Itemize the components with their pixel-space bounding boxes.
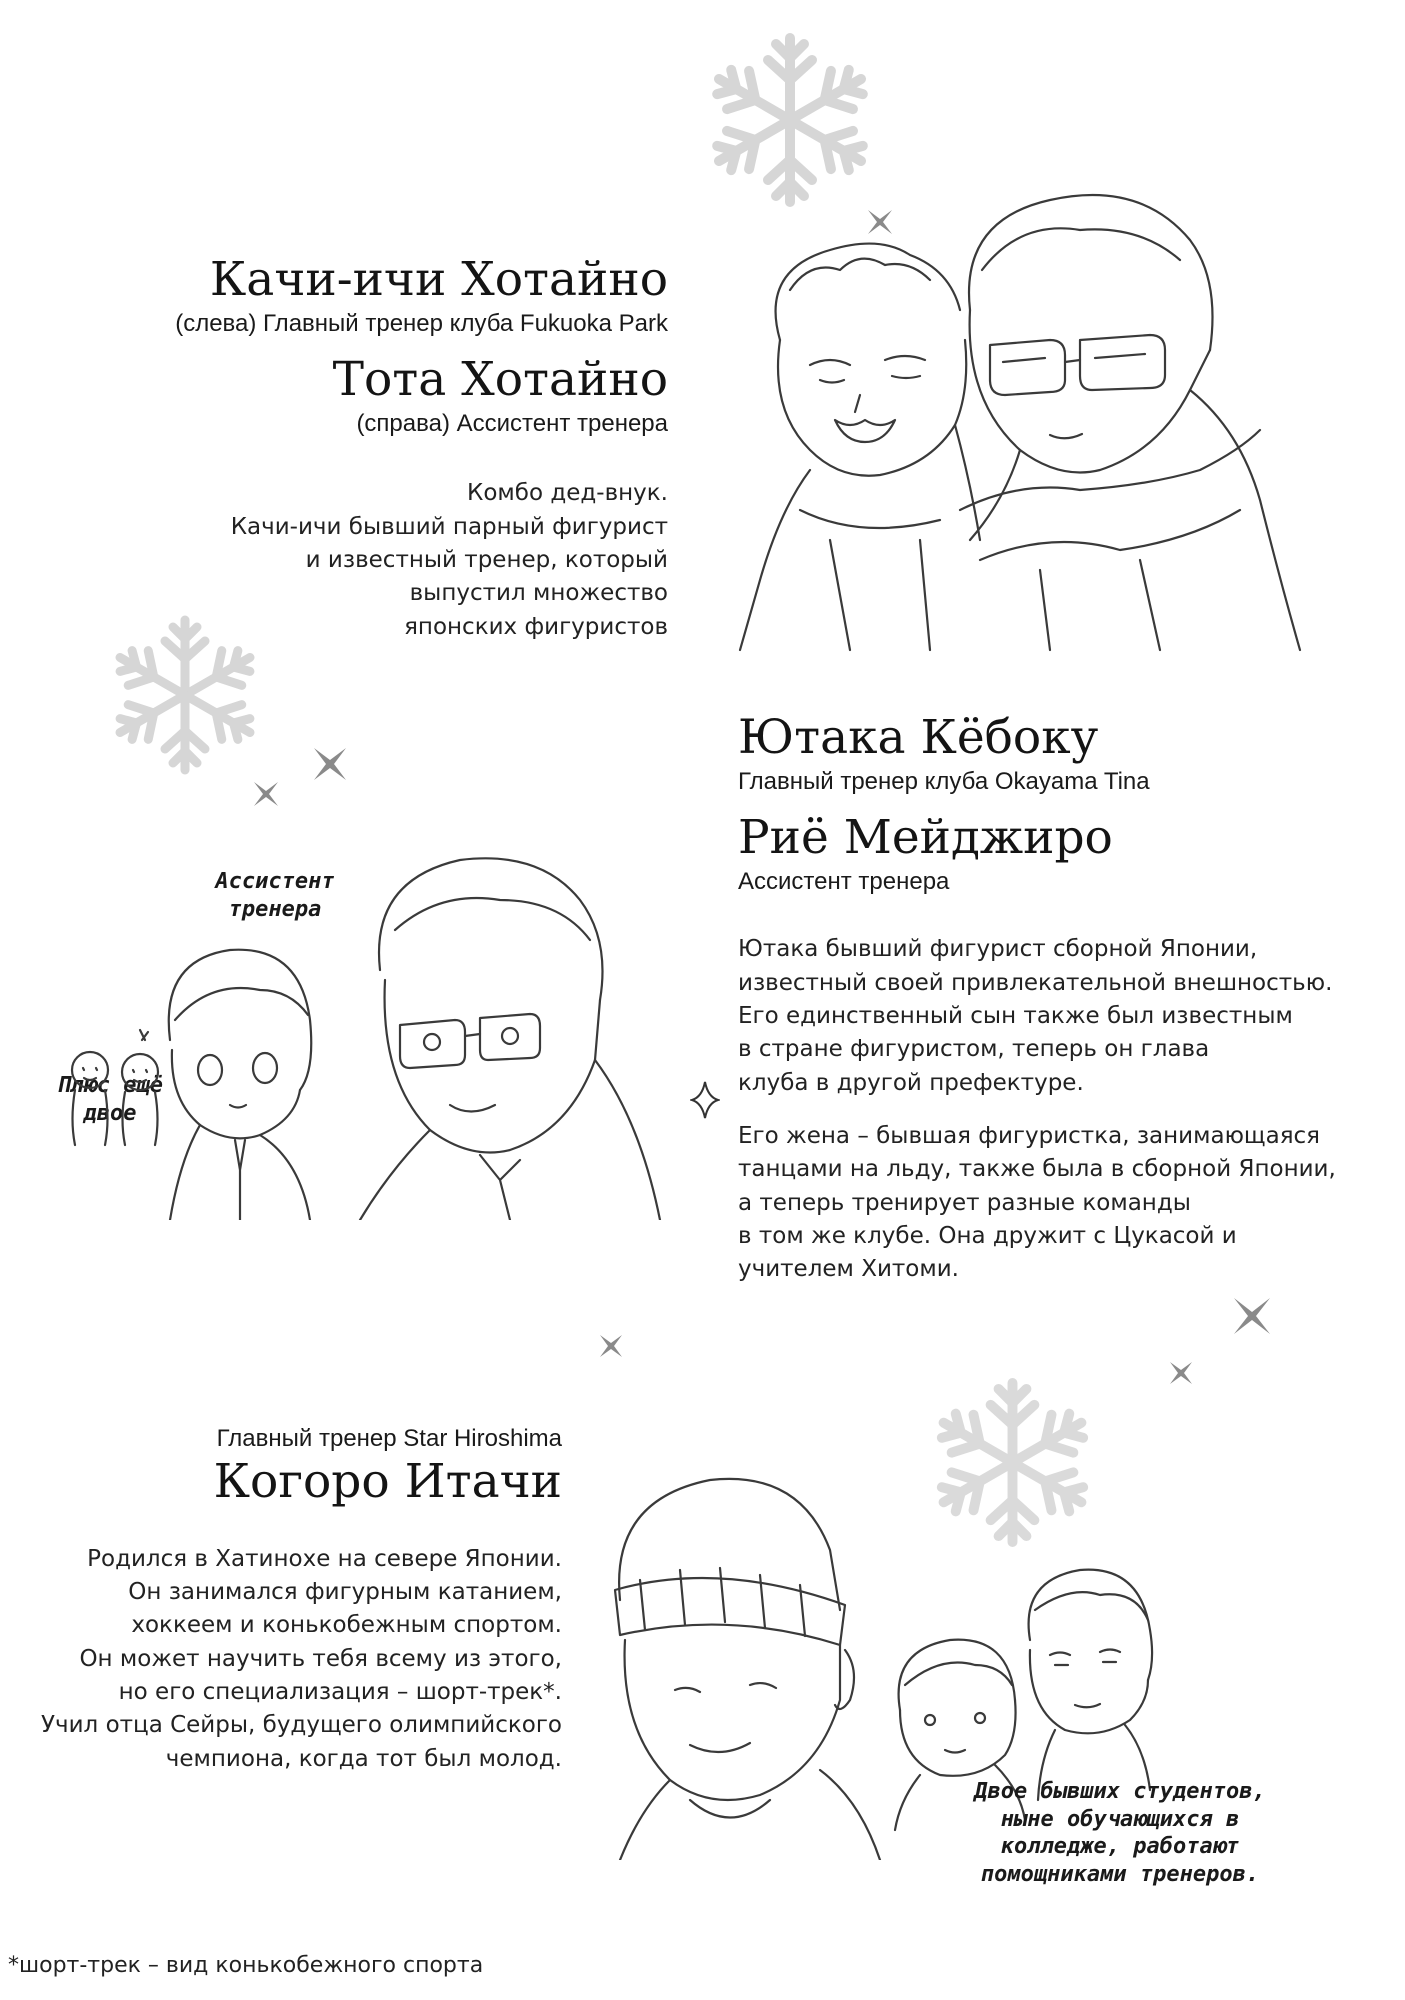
coach-description-hotaino: [40, 477, 668, 644]
section-kyoboku: [738, 710, 1378, 1287]
description-line: Комбо дед-внук.: [467, 480, 668, 507]
description-line: в стране фигуристом, теперь он глава: [738, 1036, 1210, 1063]
note-line: ныне обучающихся в: [1000, 1806, 1240, 1832]
footnote: *шорт-трек – вид конькобежного спорта: [8, 1953, 484, 1978]
note-line: двое: [83, 1100, 137, 1126]
note-line: Двое бывших студентов,: [974, 1779, 1266, 1804]
sketch-kyoboku-coaches: [60, 840, 710, 1220]
note-line: помощниками тренеров.: [980, 1861, 1260, 1887]
note-line: Плюс ещё: [57, 1073, 163, 1098]
description-line: Его жена – бывшая фигуристка, занимающаяся: [738, 1122, 1321, 1149]
coach-role-tota: (справа) Ассистент тренера: [356, 409, 668, 437]
description-line: учителем Хитоми.: [738, 1256, 959, 1283]
description-line: Он может научить тебя всему из этого,: [79, 1645, 562, 1672]
sparkle-icon: [312, 746, 348, 782]
description-line: известный своей привлекательной внешностью.: [738, 969, 1333, 996]
description-line: Учил отца Сейры, будущего олимпийского: [41, 1712, 562, 1739]
description-line: Его единственный сын также был известным: [738, 1002, 1293, 1029]
description-line: чемпиона, когда тот был молод.: [165, 1745, 562, 1772]
description-line: в том же клубе. Она дружит с Цукасой и: [738, 1222, 1237, 1249]
coach-role-kogoro: Главный тренер Star Hiroshima: [216, 1425, 562, 1452]
description-line: но его специализация – шорт-трек*.: [118, 1678, 562, 1705]
sparkle-icon: [252, 780, 280, 808]
coach-role-yutaka: Главный тренер клуба Okayama Tina: [738, 768, 1150, 796]
coach-name-kachi-ichi: Качи-ичи Хотайно: [209, 252, 668, 307]
sparkle-icon: [1168, 1360, 1194, 1386]
note-line: Ассистент: [215, 869, 335, 894]
description-line: а теперь тренирует разные команды: [738, 1189, 1191, 1216]
coach-description-itachi: [40, 1543, 562, 1776]
sparkle-icon: [598, 1333, 624, 1359]
section-itachi: [40, 1423, 562, 1776]
description-line: Он занимался фигурным катанием,: [128, 1578, 562, 1605]
description-line: и известный тренер, который: [305, 546, 668, 573]
description-line: выпустил множество: [409, 580, 668, 607]
coach-description-kyoboku-1: [738, 933, 1378, 1100]
coach-name-rie: Риё Мейджиро: [738, 809, 1113, 865]
sketch-hotaino-coaches: [720, 180, 1320, 660]
description-line: клуба в другой префектуре.: [738, 1069, 1084, 1096]
coach-role-kachi-ichi: (слева) Главный тренер клуба Fukuoka Park: [175, 310, 668, 338]
section-hotaino: [40, 252, 668, 644]
coach-role-rie: Ассистент тренера: [738, 867, 950, 895]
note-line: колледже, работают: [1000, 1834, 1240, 1859]
description-line: японских фигуристов: [404, 613, 668, 640]
coach-name-yutaka: Ютака Кёбоку: [738, 710, 1099, 765]
coach-description-kyoboku-2: [738, 1120, 1378, 1287]
note-former-students: [900, 1778, 1340, 1888]
description-line: Качи-ичи бывший парный фигурист: [230, 513, 668, 540]
coach-name-kogoro: Когоро Итачи: [213, 1454, 562, 1510]
sparkle-icon: [1232, 1296, 1272, 1336]
note-line: тренера: [228, 896, 322, 922]
description-line: танцами на льду, также была в сборной Японии,: [738, 1156, 1336, 1183]
coach-name-tota: Тота Хотайно: [332, 351, 668, 407]
description-line: Ютака бывший фигурист сборной Японии,: [738, 936, 1258, 963]
description-line: Родился в Хатинохе на севере Японии.: [87, 1545, 562, 1572]
description-line: хоккеем и конькобежным спортом.: [131, 1612, 562, 1639]
